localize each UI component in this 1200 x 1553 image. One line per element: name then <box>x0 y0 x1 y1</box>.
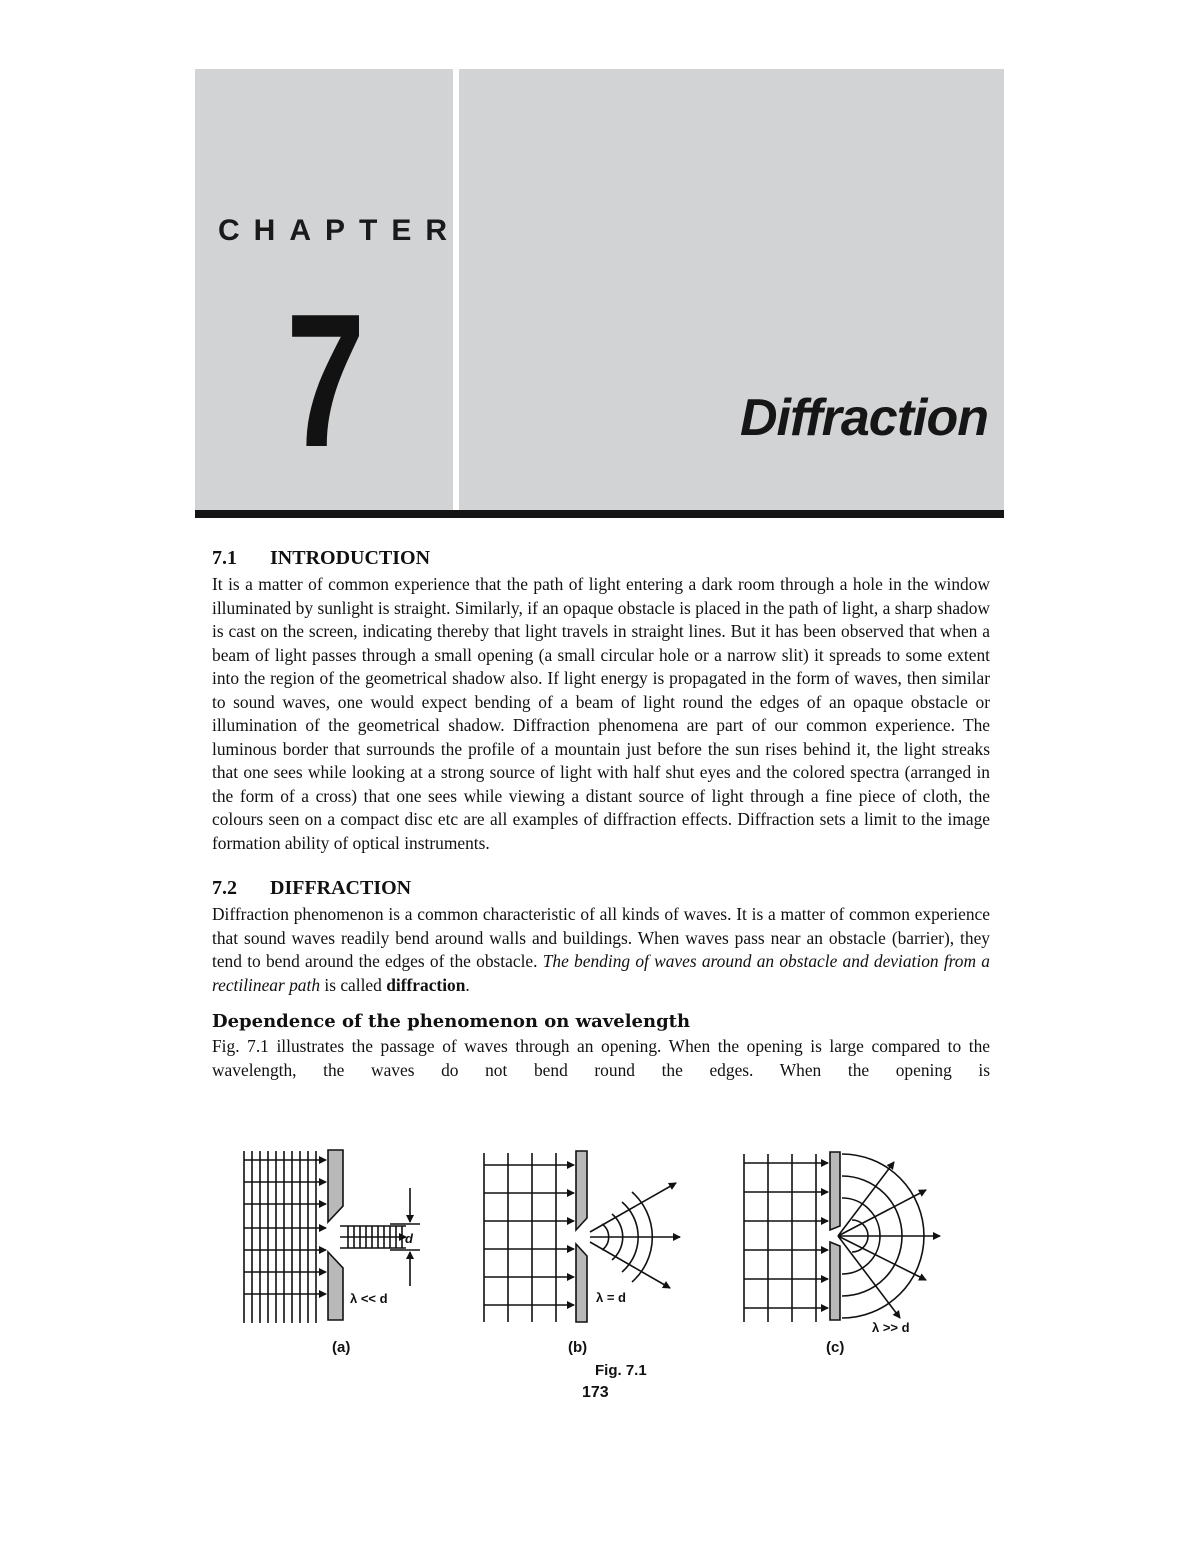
panel-a-dimension-label: d <box>405 1231 413 1246</box>
page-body <box>212 545 990 1082</box>
page-number: 173 <box>582 1384 609 1401</box>
panel-a-wavefronts <box>244 1151 316 1323</box>
panel-c-barrier-bottom <box>830 1242 840 1320</box>
diffraction-text-end: . <box>465 974 470 995</box>
section-title: DIFFRACTION <box>270 877 412 899</box>
section-title: INTRODUCTION <box>270 547 431 569</box>
panel-c-diagram <box>744 1152 940 1322</box>
panel-a-condition: λ << d <box>350 1291 388 1306</box>
figure-7-1 <box>240 1148 960 1368</box>
wavelength-paragraph: Fig. 7.1 illustrates the passage of waves through an opening. When the opening is large compared to the wavelength, the waves do not bend round the edges. When the opening is <box>212 1036 990 1080</box>
panel-a-diagram <box>244 1150 420 1323</box>
diffraction-paragraph <box>212 903 990 997</box>
subsection-heading: Dependence of the phenomenon on wavelength <box>212 1011 691 1032</box>
diffraction-term: diffraction <box>386 974 466 995</box>
panel-a-rays <box>244 1160 326 1294</box>
banner-rule <box>195 510 1004 518</box>
panel-b-rays <box>484 1165 574 1305</box>
diffraction-definition: The bending of waves around an obstacle and deviation from a rectilinear path <box>212 951 991 995</box>
introduction-paragraph: It is a matter of common experience that the path of light entering a dark room through a hole in the window illuminated by sunlight is straight. Similarly, if an opaque obstacle is placed in the path of light, a sharp shadow is cast on the screen, indicating thereby that light travels in straight lines. But it has been observed that when a beam of light passes through a small opening (a small circular hole or a narrow slit) it spreads to some extent into the region of the geometrical shadow also. If light energy is propagated in the form of waves, then similar to sound waves, one would expect bending of a beam of light round the edges of an opaque obstacle or illumination of the geometrical shadow. Diffraction phenomena are part of our common experience. The luminous border that surrounds the profile of a mountain just before the sun rises behind it, the light streaks that one sees while looking at a strong source of light with half shut eyes and the colored spectra (arranged in the form of a cross) that one sees while viewing a distant source of light through a fine piece of cloth, the colours seen on a compact disc etc are all examples of diffraction effects. Diffraction sets a limit to the image formation ability of optical instruments. <box>212 574 990 853</box>
panel-a-label: (a) <box>332 1339 351 1356</box>
chapter-label: CHAPTER <box>218 214 462 247</box>
section-heading-introduction <box>212 545 990 571</box>
figure-caption: Fig. 7.1 <box>595 1362 647 1379</box>
panel-b-diffracted-rays <box>590 1183 680 1288</box>
panel-c-wavefronts <box>744 1154 816 1322</box>
panel-c-label: (c) <box>826 1339 845 1356</box>
panel-c-condition: λ >> d <box>872 1320 910 1335</box>
section-heading-diffraction <box>212 875 990 901</box>
panel-a-beam <box>340 1226 406 1248</box>
panel-a-barrier-top <box>328 1150 343 1222</box>
panel-b-condition: λ = d <box>596 1290 626 1305</box>
panel-b-wavefronts <box>484 1153 556 1322</box>
panel-b-barrier-top <box>576 1151 587 1230</box>
section-number: 7.2 <box>212 877 237 899</box>
diffraction-text-middle: is called <box>320 974 387 995</box>
chapter-title: Diffraction <box>739 389 988 447</box>
panel-b-diagram <box>484 1151 680 1322</box>
panel-b-label: (b) <box>568 1339 588 1356</box>
chapter-number: 7 <box>286 275 366 487</box>
section-number: 7.1 <box>212 547 237 569</box>
panel-b-barrier-bottom <box>576 1244 587 1322</box>
figure-drawing <box>240 1148 960 1368</box>
panel-a-barrier-bottom <box>328 1252 343 1320</box>
diffraction-text: Diffraction phenomenon is a common characteristic of all kinds of waves. It is a matter of common experience that sound waves readily bend around walls and buildings. When waves pass near an obstacle (barrier), they tend to bend around the edges of the obstacle. <box>212 904 990 971</box>
panel-c-barrier-top <box>830 1152 840 1230</box>
